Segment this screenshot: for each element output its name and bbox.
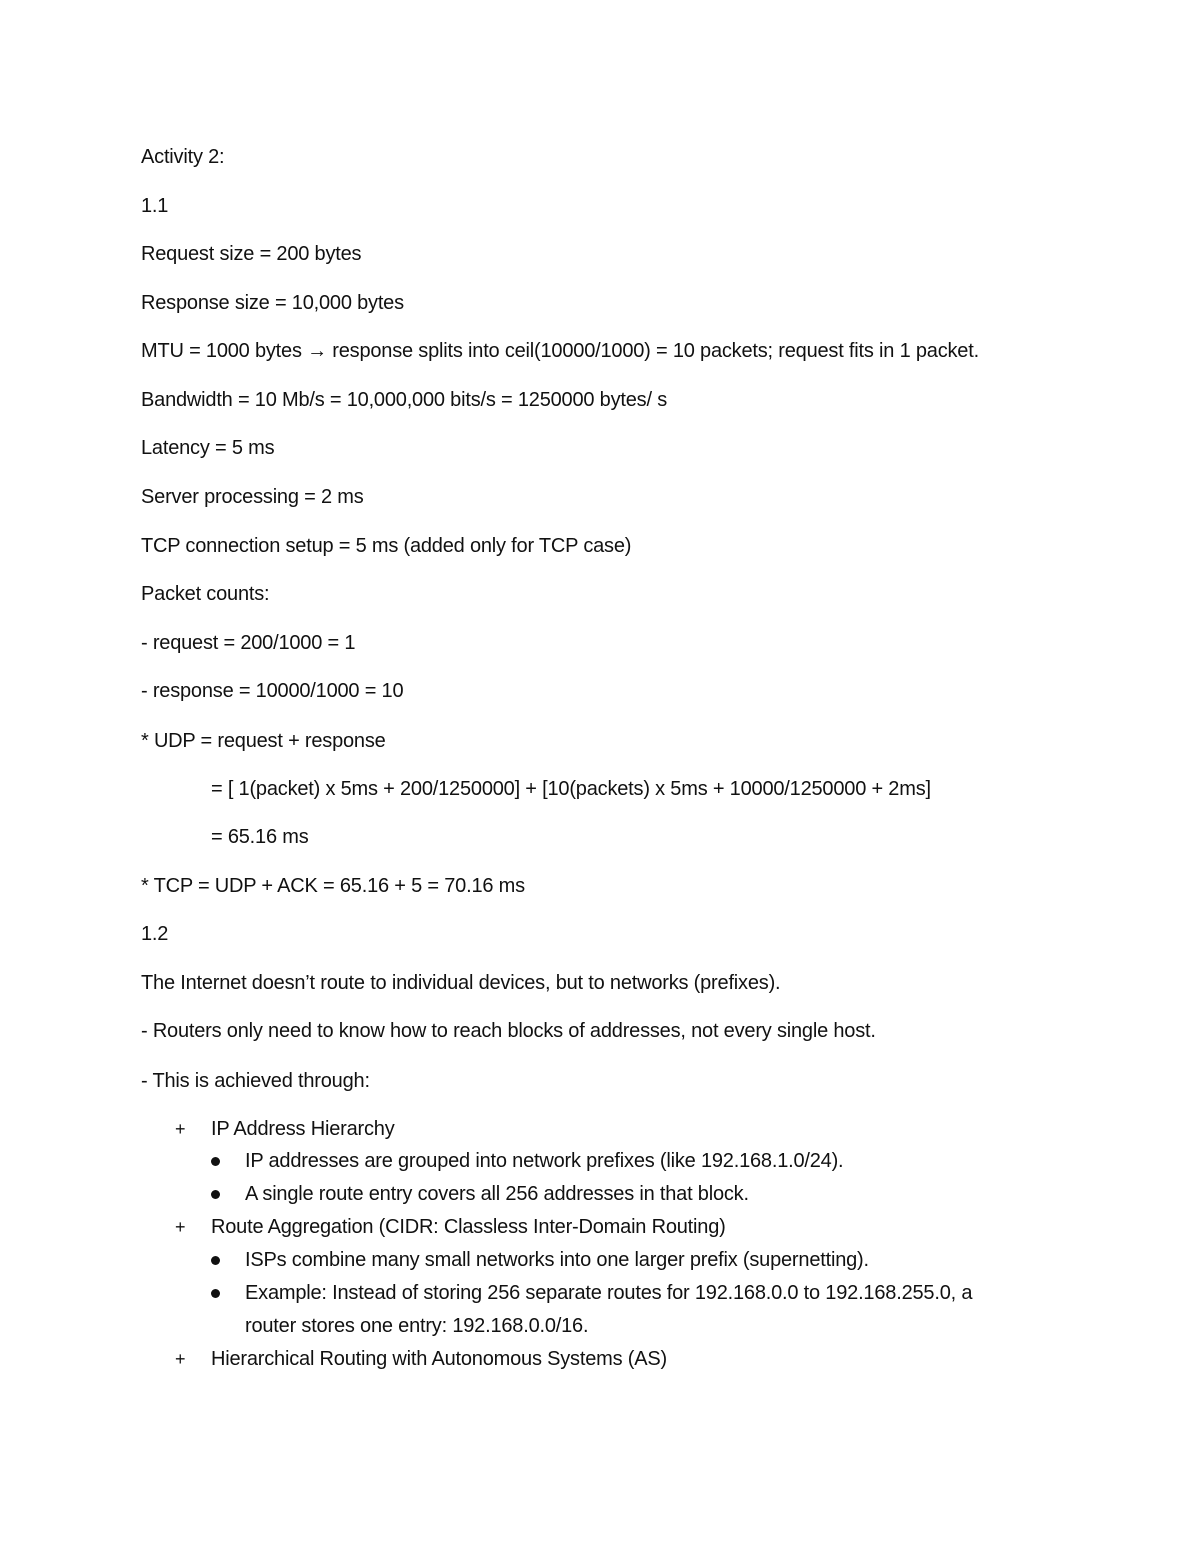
latency-line: Latency = 5 ms — [141, 437, 275, 459]
list-item: Example: Instead of storing 256 separate routes for 192.168.0.0 to 192.168.255.0, a — [245, 1282, 973, 1304]
response-size-line: Response size = 10,000 bytes — [141, 292, 404, 314]
server-processing-line: Server processing = 2 ms — [141, 486, 364, 508]
section-label-1-2: 1.2 — [141, 923, 169, 945]
packet-counts-line: Packet counts: — [141, 583, 270, 605]
tcp-setup-line: TCP connection setup = 5 ms (added only for TCP case) — [141, 535, 632, 557]
routing-point-1: - Routers only need to know how to reach blocks of addresses, not every single host. — [141, 1020, 876, 1042]
list-item-continuation: router stores one entry: 192.168.0.0/16. — [245, 1315, 589, 1337]
bullet-dot-icon — [211, 1157, 220, 1166]
tcp-result-line: * TCP = UDP + ACK = 65.16 + 5 = 70.16 ms — [141, 875, 525, 897]
list-item-ip-hierarchy: IP Address Hierarchy — [211, 1118, 395, 1140]
request-count-line: - request = 200/1000 = 1 — [141, 632, 356, 654]
activity-heading: Activity 2: — [141, 146, 225, 168]
routing-point-2: - This is achieved through: — [141, 1070, 370, 1092]
udp-result: = 65.16 ms — [211, 826, 309, 848]
list-item: A single route entry covers all 256 addresses in that block. — [245, 1183, 749, 1205]
mtu-line: MTU = 1000 bytes → response splits into ceil(10000/1000) = 10 packets; request fits in 1 packet. — [141, 340, 979, 362]
list-item: ISPs combine many small networks into one larger prefix (supernetting). — [245, 1249, 869, 1271]
response-count-line: - response = 10000/1000 = 10 — [141, 680, 404, 702]
plus-bullet-icon: + — [175, 1349, 186, 1369]
bullet-dot-icon — [211, 1190, 220, 1199]
bullet-dot-icon — [211, 1256, 220, 1265]
bandwidth-line: Bandwidth = 10 Mb/s = 10,000,000 bits/s = 1250000 bytes/ s — [141, 389, 667, 411]
section-label-1-1: 1.1 — [141, 195, 169, 217]
list-item-route-aggregation: Route Aggregation (CIDR: Classless Inter-Domain Routing) — [211, 1216, 726, 1238]
udp-equation: = [ 1(packet) x 5ms + 200/1250000] + [10(packets) x 5ms + 10000/1250000 + 2ms] — [211, 778, 931, 800]
plus-bullet-icon: + — [175, 1119, 186, 1139]
bullet-dot-icon — [211, 1289, 220, 1298]
list-item: IP addresses are grouped into network prefixes (like 192.168.1.0/24). — [245, 1150, 844, 1172]
list-item-hierarchical-routing: Hierarchical Routing with Autonomous Systems (AS) — [211, 1348, 667, 1370]
request-size-line: Request size = 200 bytes — [141, 243, 362, 265]
udp-line: * UDP = request + response — [141, 730, 386, 752]
routing-intro: The Internet doesn’t route to individual devices, but to networks (prefixes). — [141, 972, 781, 994]
plus-bullet-icon: + — [175, 1217, 186, 1237]
